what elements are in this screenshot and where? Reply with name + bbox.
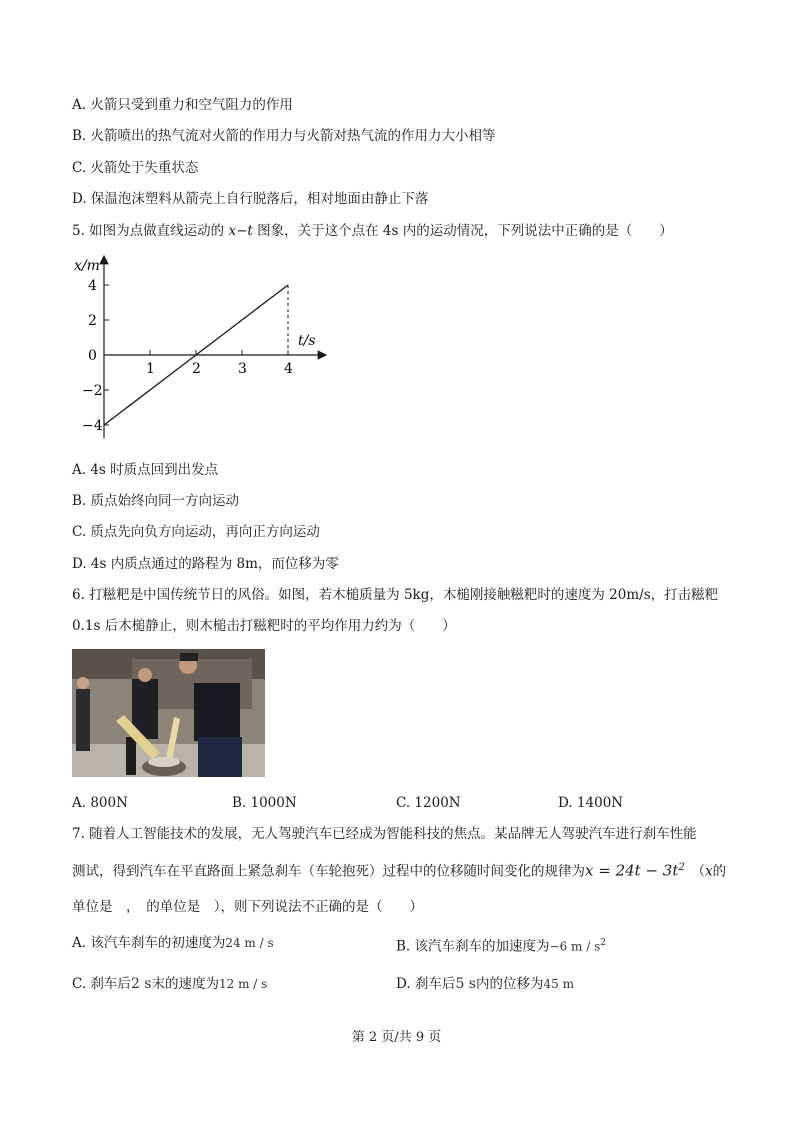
- q7-line2-text: 测试，得到汽车在平直路面上紧急刹车（车轮抱死）过程中的位移随时间变化的规律为: [72, 863, 585, 880]
- q6-option-a: A. 800N: [72, 795, 128, 811]
- q5-option-c: C. 质点先向负方向运动，再向正方向运动: [72, 524, 320, 540]
- rice-cake-pounding-photo: [72, 649, 265, 777]
- q4-option-a: A. 火箭只受到重力和空气阻力的作用: [72, 97, 293, 113]
- q7-option-d-text2: 内的位移为: [475, 976, 544, 992]
- q7-stem-line2: [72, 858, 726, 882]
- q7-option-b-value: −6 m / s: [549, 939, 601, 954]
- x-tick-label: 2: [192, 361, 201, 377]
- q7-paren: （: [698, 863, 705, 880]
- q7-option-c-text1: C. 刹车后: [72, 976, 131, 992]
- y-axis-label: x/m: [74, 258, 100, 274]
- q6-option-c: C. 1200N: [396, 795, 461, 811]
- q4-option-c: C. 火箭处于失重状态: [72, 160, 199, 176]
- q5-stem-after: 图象，关于这个点在 4s 内的运动情况，下列说法中正确的是（ ）: [252, 223, 673, 239]
- q4-option-b: B. 火箭喷出的热气流对火箭的作用力与火箭对热气流的作用力大小相等: [72, 128, 496, 144]
- q7-option-d-text1: D. 刹车后: [396, 976, 456, 992]
- q6-option-d: D. 1400N: [558, 795, 624, 811]
- q7-option-c-text2: 末的速度为: [151, 976, 219, 992]
- q5-option-a: A. 4s 时质点回到出发点: [72, 462, 219, 478]
- q7-equation: x = 24t − 3t: [585, 861, 679, 880]
- q7-option-d-time: 5 s: [455, 976, 476, 992]
- y-tick-label: −2: [82, 383, 103, 399]
- q6-stem-line1: 6. 打糍粑是中国传统节日的风俗。如图，若木槌质量为 5kg，木槌刚接触糍粑时的速度为 20m/s，打击糍粑: [72, 587, 719, 603]
- y-tick-label: 4: [88, 278, 97, 294]
- q7-option-c-time: 2 s: [130, 976, 152, 992]
- q7-stem-line1: 7. 随着人工智能技术的发展，无人驾驶汽车已经成为智能科技的焦点。某品牌无人驾驶汽车进行刹车性能: [72, 826, 697, 842]
- q5-stem-math: x−t: [228, 223, 253, 239]
- q7-option-d-value: 45 m: [543, 977, 574, 991]
- q7-stem-line3: 单位是 ， 的单位是 ），则下列说法不正确的是（ ）: [72, 899, 423, 915]
- q7-option-c: [72, 974, 267, 994]
- x-tick-label: 3: [238, 361, 247, 377]
- q4-option-d: D. 保温泡沫塑料从箭壳上自行脱落后，相对地面由静止下落: [72, 191, 429, 207]
- x-axis-label: t/s: [298, 333, 316, 349]
- q7-option-b: [396, 933, 606, 957]
- q5-option-d: D. 4s 内质点通过的路程为 8m，而位移为零: [72, 556, 339, 572]
- q7-option-c-value: 12 m / s: [218, 977, 268, 991]
- q6-option-b: B. 1000N: [232, 795, 297, 811]
- q5-stem: [72, 221, 673, 241]
- x-tick-label: 4: [284, 361, 293, 377]
- q7-option-b-text: B. 该汽车刹车的加速度为: [396, 938, 550, 955]
- q7-equation-exponent: 2: [678, 862, 685, 873]
- q7-option-a-text: A. 该汽车刹车的初速度为: [72, 935, 226, 951]
- y-tick-label: 0: [88, 348, 97, 364]
- q5-stem-before: 5. 如图为点做直线运动的: [72, 223, 229, 239]
- x-tick-label: 1: [146, 361, 155, 377]
- q7-var-x: x: [704, 863, 713, 880]
- q5-option-b: B. 质点始终向同一方向运动: [72, 493, 240, 509]
- y-tick-label: 2: [88, 313, 97, 329]
- q7-line2-tail: 的: [712, 863, 727, 880]
- q6-stem-line2: 0.1s 后木槌静止，则木槌击打糍粑时的平均作用力约为（ ）: [72, 618, 456, 634]
- y-tick-label: −4: [82, 418, 103, 434]
- q7-option-d: [396, 974, 574, 994]
- q7-option-a: [72, 933, 274, 953]
- page-footer: 第 2 页/共 9 页: [351, 1030, 442, 1045]
- xt-graph: [70, 248, 340, 448]
- q7-option-a-value: 24 m / s: [225, 936, 274, 950]
- q7-option-b-exponent: 2: [600, 938, 606, 948]
